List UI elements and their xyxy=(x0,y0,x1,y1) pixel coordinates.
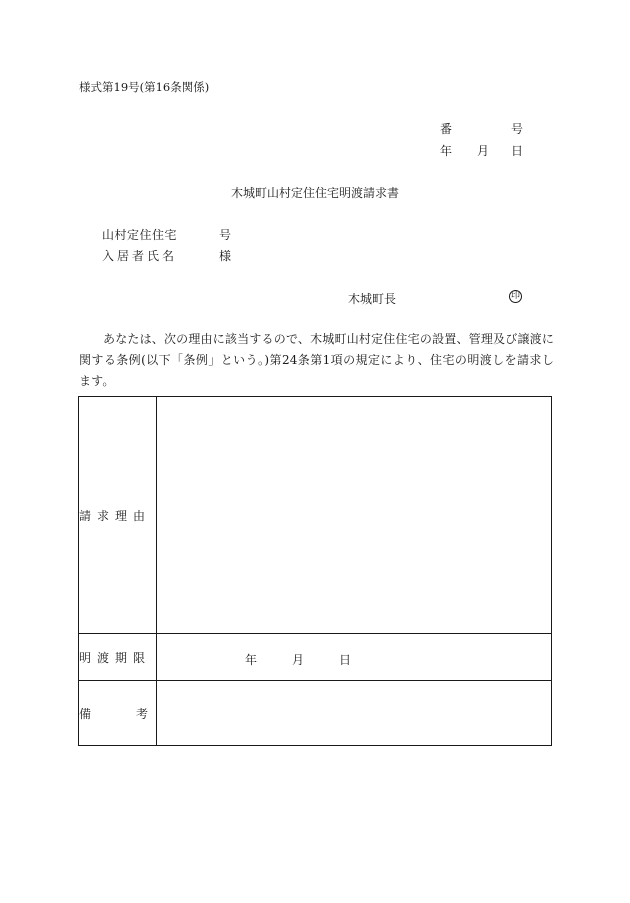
remarks-label-char-2: 考 xyxy=(135,706,148,721)
deadline-label-cell xyxy=(79,634,157,681)
issuer-name: 木城町長 xyxy=(348,292,397,306)
reason-row xyxy=(79,397,552,634)
tenant-name-label: 入居者氏名 xyxy=(102,249,178,263)
housing-label: 山村定住住宅 xyxy=(102,228,178,242)
remarks-label-char-1: 備 xyxy=(79,706,92,721)
document-number-suffix: 号 xyxy=(511,122,524,136)
remarks-label-cell xyxy=(79,681,157,746)
issue-date-month: 月 xyxy=(477,144,490,158)
deadline-day: 日 xyxy=(339,653,352,667)
issue-date-day: 日 xyxy=(511,144,524,158)
request-body-text: あなたは、次の理由に該当するので、木城町山村定住住宅の設置、管理及び譲渡に関する条例(以下「条例」という。)第24条第1項の規定により、住宅の明渡しを請求します。 xyxy=(79,332,554,388)
reason-label-cell xyxy=(79,397,157,634)
reason-label: 請求理由 xyxy=(79,508,152,523)
remarks-row xyxy=(79,681,552,746)
deadline-year: 年 xyxy=(245,653,258,667)
housing-number-suffix: 号 xyxy=(219,228,232,242)
document-title: 木城町山村定住住宅明渡請求書 xyxy=(230,186,399,200)
seal-mark: 印 xyxy=(510,291,520,301)
form-number: 様式第19号(第16条関係) xyxy=(79,80,210,94)
deadline-label: 明渡期限 xyxy=(79,650,152,665)
document-number-prefix: 番 xyxy=(440,122,453,136)
remarks-label xyxy=(79,705,156,722)
tenant-honorific: 様 xyxy=(219,249,232,263)
remarks-input-cell[interactable] xyxy=(157,681,552,746)
deadline-input-cell[interactable] xyxy=(157,634,552,681)
deadline-month: 月 xyxy=(292,653,305,667)
deadline-row xyxy=(79,634,552,681)
request-form-table xyxy=(78,396,552,746)
reason-input-cell[interactable] xyxy=(157,397,552,634)
issue-date-year: 年 xyxy=(440,144,453,158)
